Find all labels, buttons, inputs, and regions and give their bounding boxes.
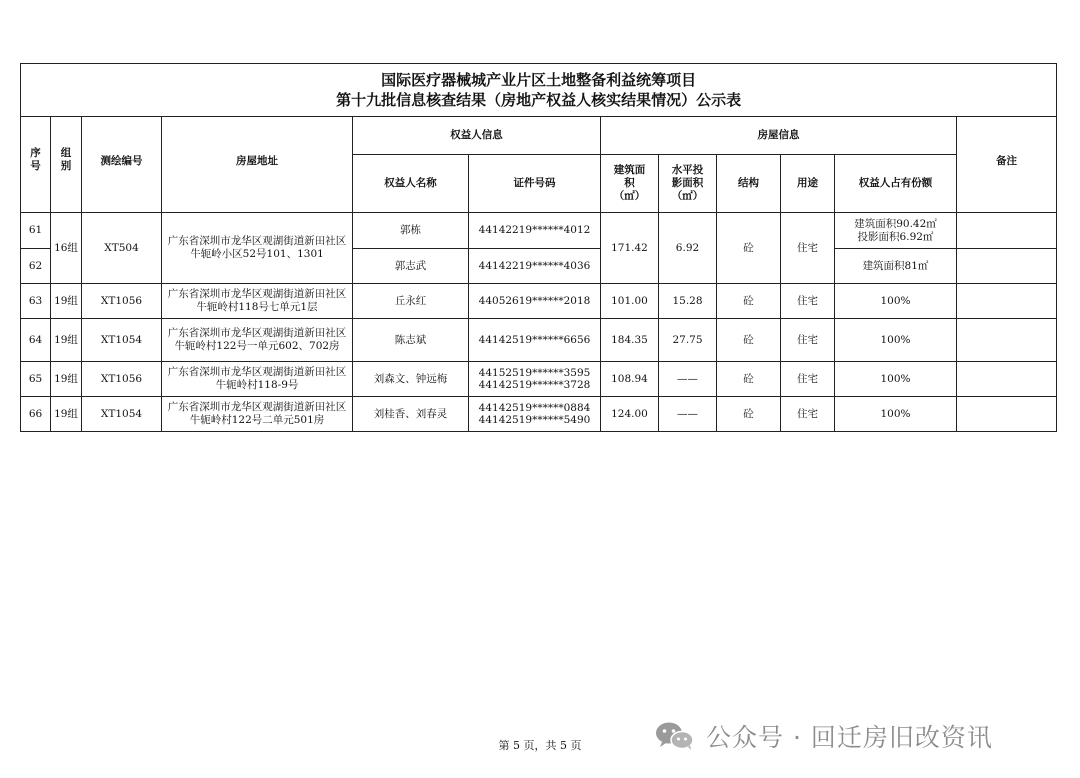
cell-proj-area: 27.75 xyxy=(659,319,717,362)
cell-address: 广东省深圳市龙华区观湖街道新田社区牛轭岭村122号一单元602、702房 xyxy=(162,319,353,362)
cell-group: 19组 xyxy=(51,284,82,319)
header-owner-info: 权益人信息 xyxy=(353,117,601,155)
header-address: 房屋地址 xyxy=(162,117,353,213)
cell-seq: 61 xyxy=(21,213,51,249)
header-group: 组 别 xyxy=(51,117,82,213)
cell-id: 44142219******4012 xyxy=(469,213,601,249)
cell-usage: 住宅 xyxy=(781,362,835,397)
cell-build-area: 171.42 xyxy=(601,213,659,284)
header-id-no: 证件号码 xyxy=(469,155,601,213)
page-footer: 第 5 页，共 5 页 xyxy=(498,739,582,752)
cell-share: 建筑面积90.42㎡ 投影面积6.92㎡ xyxy=(835,213,957,249)
cell-id: 44142519******6656 xyxy=(469,319,601,362)
header-usage: 用途 xyxy=(781,155,835,213)
title-line-2: 第十九批信息核查结果（房地产权益人核实结果情况）公示表 xyxy=(336,91,742,109)
header-proj-area: 水平投 影面积 （㎡） xyxy=(659,155,717,213)
cell-remark xyxy=(957,397,1057,432)
cell-build-area: 124.00 xyxy=(601,397,659,432)
cell-id: 44052619******2018 xyxy=(469,284,601,319)
cell-seq: 64 xyxy=(21,319,51,362)
cell-group: 16组 xyxy=(51,213,82,284)
table-row xyxy=(21,284,1057,319)
watermark-text: 公众号 · 回迁房旧改资讯 xyxy=(706,723,993,752)
header-seq: 序 号 xyxy=(21,117,51,213)
cell-proj-area: —— xyxy=(659,397,717,432)
cell-proj-area: —— xyxy=(659,362,717,397)
cell-id: 44142219******4036 xyxy=(469,249,601,284)
cell-address: 广东省深圳市龙华区观湖街道新田社区牛轭岭村118-9号 xyxy=(162,362,353,397)
cell-proj-area: 6.92 xyxy=(659,213,717,284)
cell-address: 广东省深圳市龙华区观湖街道新田社区牛轭岭小区52号101、1301 xyxy=(162,213,353,284)
cell-share: 100% xyxy=(835,319,957,362)
cell-seq: 62 xyxy=(21,249,51,284)
cell-structure: 砼 xyxy=(717,362,781,397)
cell-survey-no: XT1054 xyxy=(82,397,162,432)
cell-remark xyxy=(957,249,1057,284)
header-owner-name: 权益人名称 xyxy=(353,155,469,213)
cell-owner: 刘森文、钟远梅 xyxy=(353,362,469,397)
cell-share: 100% xyxy=(835,284,957,319)
header-structure: 结构 xyxy=(717,155,781,213)
cell-survey-no: XT504 xyxy=(82,213,162,284)
cell-structure: 砼 xyxy=(717,284,781,319)
cell-remark xyxy=(957,213,1057,249)
cell-owner: 陈志斌 xyxy=(353,319,469,362)
header-remark: 备注 xyxy=(957,117,1057,213)
cell-group: 19组 xyxy=(51,397,82,432)
header-build-area: 建筑面 积 （㎡） xyxy=(601,155,659,213)
cell-structure: 砼 xyxy=(717,397,781,432)
cell-proj-area: 15.28 xyxy=(659,284,717,319)
table-row xyxy=(21,397,1057,432)
header-survey-no: 测绘编号 xyxy=(82,117,162,213)
cell-seq: 63 xyxy=(21,284,51,319)
cell-seq: 66 xyxy=(21,397,51,432)
cell-owner: 郭志武 xyxy=(353,249,469,284)
cell-usage: 住宅 xyxy=(781,284,835,319)
cell-remark xyxy=(957,319,1057,362)
cell-build-area: 101.00 xyxy=(601,284,659,319)
cell-group: 19组 xyxy=(51,362,82,397)
cell-usage: 住宅 xyxy=(781,397,835,432)
table-title xyxy=(21,64,1057,117)
wechat-icon xyxy=(654,721,696,751)
cell-survey-no: XT1056 xyxy=(82,362,162,397)
cell-build-area: 108.94 xyxy=(601,362,659,397)
cell-remark xyxy=(957,284,1057,319)
cell-survey-no: XT1054 xyxy=(82,319,162,362)
cell-remark xyxy=(957,362,1057,397)
cell-survey-no: XT1056 xyxy=(82,284,162,319)
cell-id: 44142519******0884 44142519******5490 xyxy=(469,397,601,432)
cell-structure: 砼 xyxy=(717,213,781,284)
header-house-info: 房屋信息 xyxy=(601,117,957,155)
cell-share: 100% xyxy=(835,362,957,397)
cell-owner: 郭栋 xyxy=(353,213,469,249)
cell-share: 建筑面积81㎡ xyxy=(835,249,957,284)
cell-address: 广东省深圳市龙华区观湖街道新田社区牛轭岭村118号七单元1层 xyxy=(162,284,353,319)
cell-usage: 住宅 xyxy=(781,213,835,284)
table-row xyxy=(21,362,1057,397)
cell-group: 19组 xyxy=(51,319,82,362)
table-row xyxy=(21,213,1057,249)
cell-build-area: 184.35 xyxy=(601,319,659,362)
cell-owner: 丘永红 xyxy=(353,284,469,319)
cell-share: 100% xyxy=(835,397,957,432)
header-share: 权益人占有份额 xyxy=(835,155,957,213)
cell-structure: 砼 xyxy=(717,319,781,362)
cell-usage: 住宅 xyxy=(781,319,835,362)
title-line-1: 国际医疗器械城产业片区土地整备利益统筹项目 xyxy=(381,71,697,89)
watermark xyxy=(654,718,993,754)
cell-address: 广东省深圳市龙华区观湖街道新田社区牛轭岭村122号二单元501房 xyxy=(162,397,353,432)
cell-id: 44152519******3595 44142519******3728 xyxy=(469,362,601,397)
cell-owner: 刘桂香、刘春灵 xyxy=(353,397,469,432)
table-row xyxy=(21,319,1057,362)
cell-seq: 65 xyxy=(21,362,51,397)
publication-table xyxy=(20,63,1057,432)
